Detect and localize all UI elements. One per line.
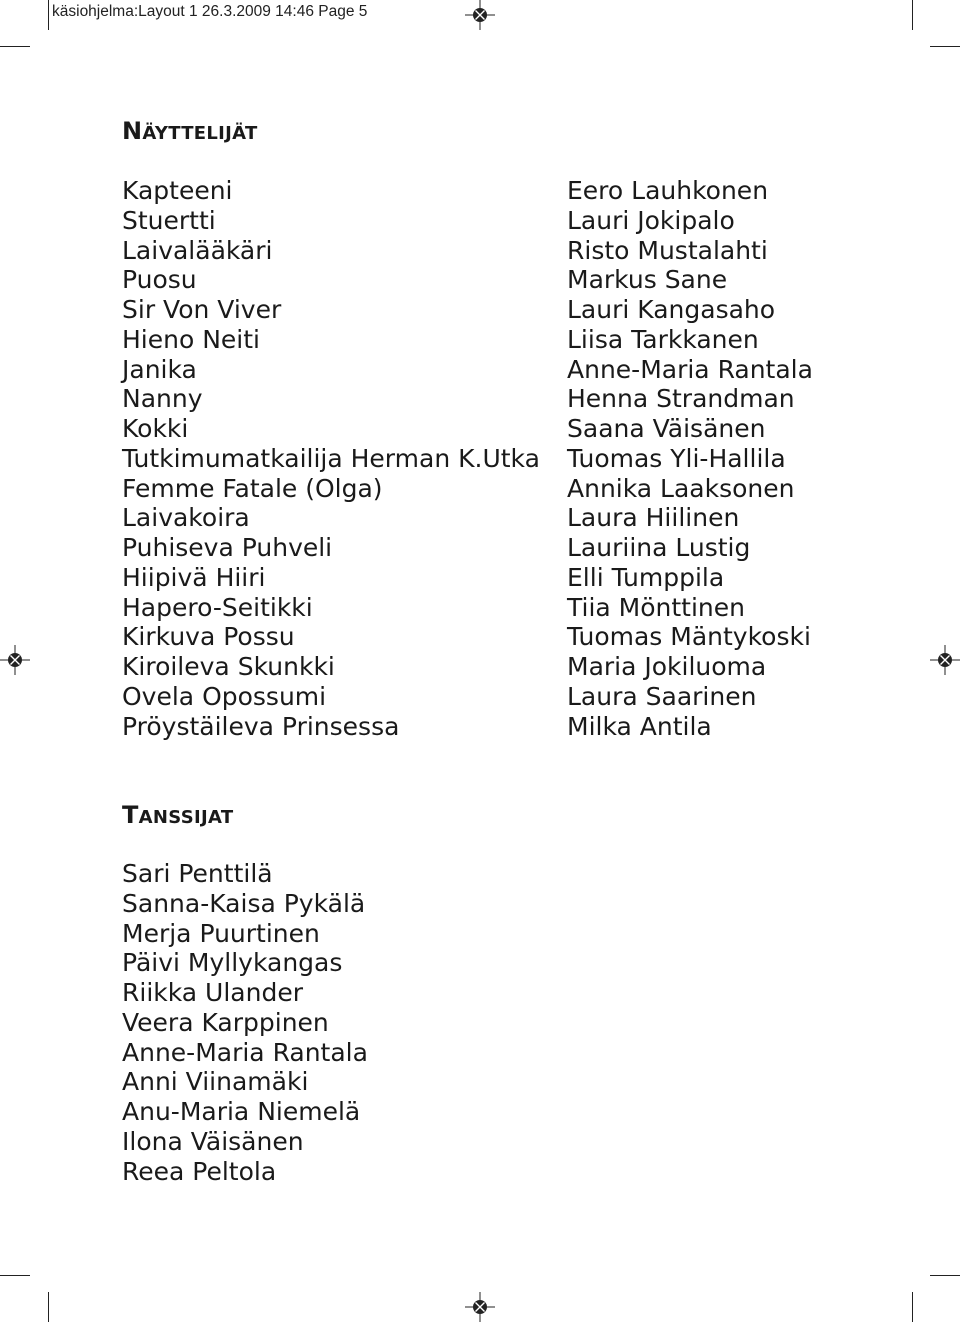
actor-name: Laura Saarinen xyxy=(567,681,757,711)
role-name: Pröystäileva Prinsessa xyxy=(122,711,400,741)
actor-name: Lauri Kangasaho xyxy=(567,295,776,324)
actor-name: Lauriina Lustig xyxy=(567,533,751,562)
role-name: Puhiseva Puhveli xyxy=(122,533,333,562)
registration-mark-icon xyxy=(465,1292,495,1322)
role-list xyxy=(122,176,540,741)
print-slug: käsiohjelma:Layout 1 26.3.2009 14:46 Page 5 xyxy=(52,3,368,20)
crop-mark xyxy=(912,1292,913,1322)
dancer-name: Veera Karppinen xyxy=(122,1007,329,1037)
heading-initial: N xyxy=(122,117,143,145)
section-heading-actors xyxy=(122,117,258,145)
actor-name: Markus Sane xyxy=(567,265,728,295)
role-name: Kokki xyxy=(122,414,189,443)
role-name: Hieno Neiti xyxy=(122,324,260,354)
actor-name: Risto Mustalahti xyxy=(567,235,768,265)
actor-name: Saana Väisänen xyxy=(567,414,766,443)
actor-name: Henna Strandman xyxy=(567,384,795,414)
actor-name: Elli Tumppila xyxy=(567,562,725,592)
crop-mark xyxy=(930,1275,960,1276)
actor-name: Tuomas Yli-Hallila xyxy=(567,443,786,473)
role-name: Stuertti xyxy=(122,205,216,235)
role-name: Nanny xyxy=(122,384,203,414)
dancer-name: Sari Penttilä xyxy=(122,859,273,888)
crop-mark xyxy=(930,46,960,47)
dancer-name: Anu-Maria Niemelä xyxy=(122,1097,361,1126)
actor-name: Tiia Mönttinen xyxy=(567,592,745,622)
actor-name: Lauri Jokipalo xyxy=(567,205,735,235)
actor-name: Annika Laaksonen xyxy=(567,473,795,503)
dancer-list xyxy=(122,859,368,1186)
role-name: Hiipivä Hiiri xyxy=(122,562,266,592)
dancer-name: Reea Peltola xyxy=(122,1156,277,1186)
actor-name: Anne-Maria Rantala xyxy=(567,354,813,384)
dancer-name: Sanna-Kaisa Pykälä xyxy=(122,888,366,918)
dancer-name: Anne-Maria Rantala xyxy=(122,1037,368,1067)
actor-list xyxy=(567,176,813,741)
role-name: Hapero-Seitikki xyxy=(122,592,313,622)
role-name: Sir Von Viver xyxy=(122,295,282,324)
heading-small-caps: ANSSIJAT xyxy=(138,807,234,828)
actor-name: Milka Antila xyxy=(567,711,712,741)
dancer-name: Anni Viinamäki xyxy=(122,1067,309,1097)
role-name: Femme Fatale (Olga) xyxy=(122,473,383,503)
role-name: Ovela Opossumi xyxy=(122,681,327,711)
actor-name: Tuomas Mäntykoski xyxy=(567,622,811,652)
role-name: Janika xyxy=(122,354,197,384)
registration-mark-icon xyxy=(0,645,30,675)
crop-mark xyxy=(48,0,49,30)
registration-mark-icon xyxy=(465,0,495,30)
actor-name: Liisa Tarkkanen xyxy=(567,324,759,354)
heading-small-caps: ÄYTTELIJÄT xyxy=(142,123,258,144)
role-name: Laivalääkäri xyxy=(122,235,273,265)
section-heading-dancers xyxy=(122,801,233,829)
role-name: Laivakoira xyxy=(122,503,250,533)
registration-mark-icon xyxy=(930,645,960,675)
dancer-name: Riikka Ulander xyxy=(122,978,303,1007)
dancer-name: Päivi Myllykangas xyxy=(122,948,343,978)
role-name: Tutkimumatkailija Herman K.Utka xyxy=(122,443,540,473)
crop-mark xyxy=(912,0,913,30)
actor-name: Laura Hiilinen xyxy=(567,503,740,533)
crop-mark xyxy=(0,1275,30,1276)
role-name: Kirkuva Possu xyxy=(122,622,295,652)
heading-initial: T xyxy=(122,801,139,829)
dancer-name: Ilona Väisänen xyxy=(122,1126,304,1156)
role-name: Kiroileva Skunkki xyxy=(122,652,335,681)
actor-name: Eero Lauhkonen xyxy=(567,176,769,205)
role-name: Kapteeni xyxy=(122,176,233,205)
role-name: Puosu xyxy=(122,265,197,295)
dancer-name: Merja Puurtinen xyxy=(122,918,320,948)
crop-mark xyxy=(48,1292,49,1322)
crop-mark xyxy=(0,46,30,47)
actor-name: Maria Jokiluoma xyxy=(567,652,767,681)
